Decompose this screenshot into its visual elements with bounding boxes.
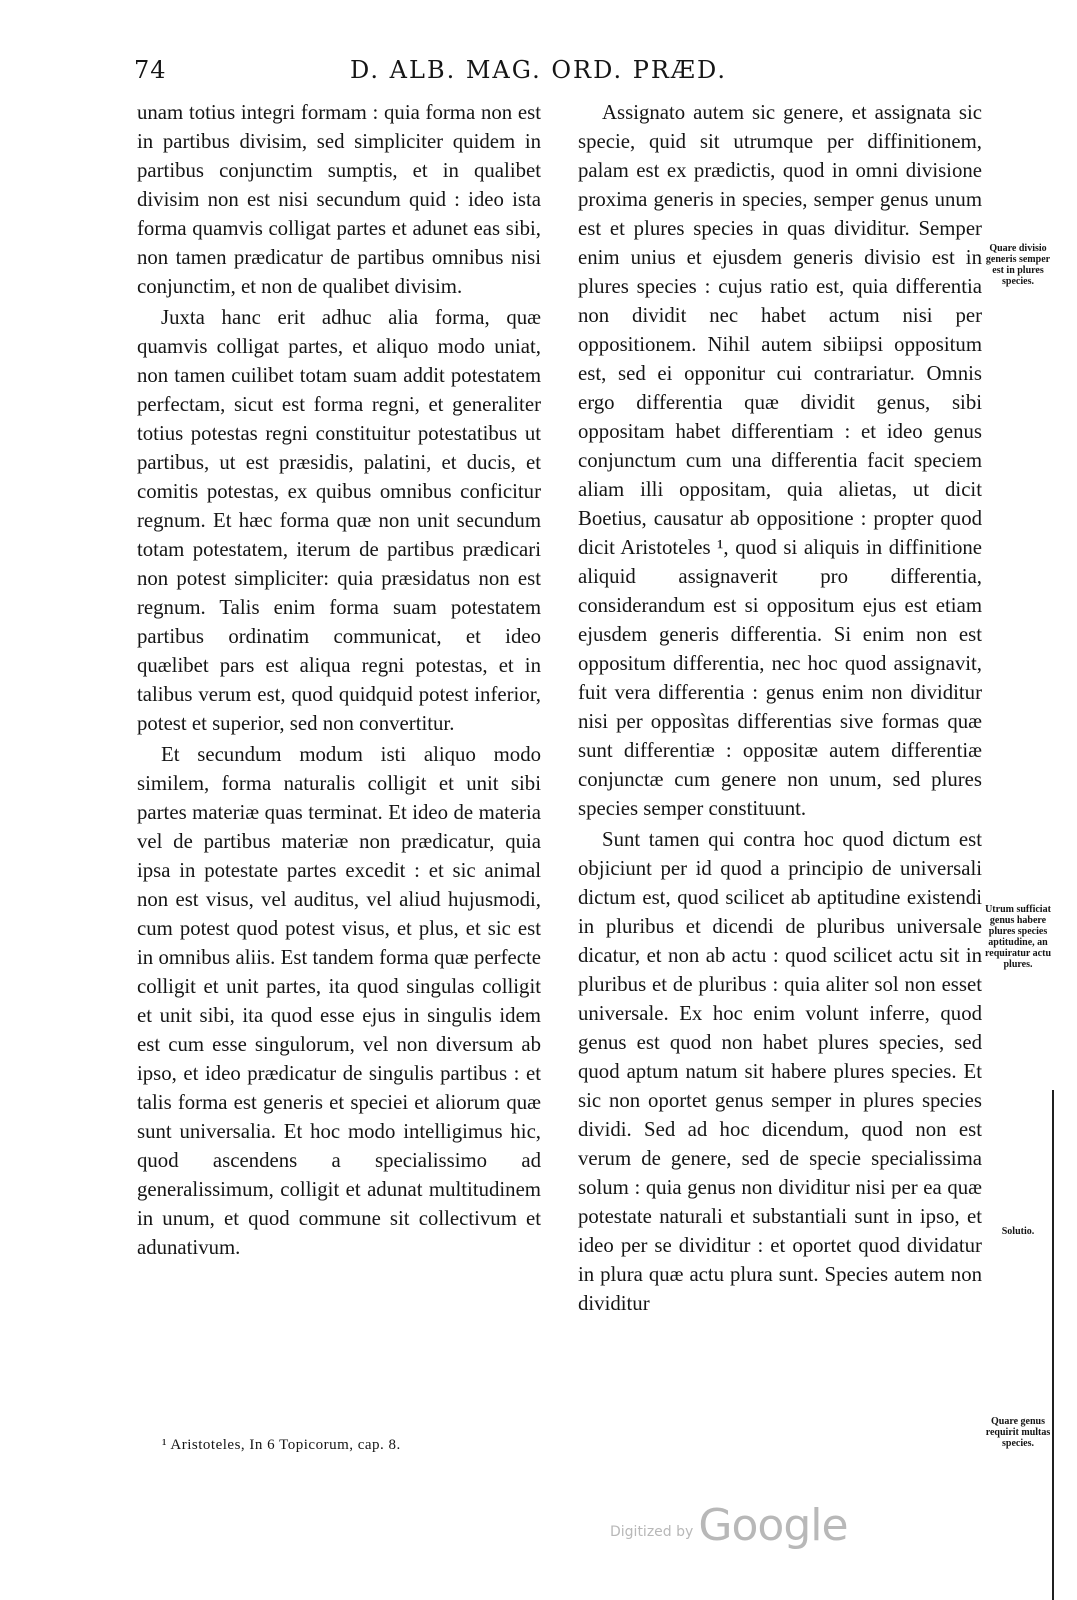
margin-note: Utrum sufficiat genus habere plures species aptitudine, an requiratur actu plures. — [985, 904, 1052, 970]
paragraph: Assignato autem sic genere, et assignata sic specie, quid sit utrumque per diffinitionem, palam est ex prædictis, quod in omni divisione proxima generis in species, semper genus unum est et plures species in quas dividitur. Semper enim unius et ejusdem generis divisio est in plures species : cujus ratio est, quia differentia non dividit nec habet actum nisi per oppositionem. Nihil autem sibiipsi oppositum est, sed ei opponitur cui contrariatur. Omnis ergo differentia quæ dividit genus, sibi oppositam habet differentiam : et ideo genus conjunctum cum una differentia facit speciem aliam illi oppositam, quia alietas, ut dicit Boetius, causatur ab oppositione : propter quod dicit Aristoteles ¹, quod si aliquis in diffinitione aliquid assignaverit pro differentia, considerandum est si oppositum ejus est etiam ejusdem generis differentia. Si enim non est oppositum differentia, nec hoc quod assignavit, fuit vera differentia : genus enim non dividitur nisi per opposìtas differentias sive formas quæ sunt differentiæ : oppositæ autem differentiæ conjunctæ cum genere non unum, sed plures species semper constituunt. — [578, 101, 982, 820]
paragraph: Juxta hanc erit adhuc alia forma, quæ quamvis colligat partes, et aliquo modo uniat, non tamen cuilibet totam suam addit potestatem perfectam, sicut est forma regni, et generaliter totius potestas regni constituitur potestatibus ut partibus, ut est præsidis, palatini, et ducis, et comitis potestas, ex quibus omnibus conficitur regnum. Et hæc forma quæ non unit secundum totam potestatem, iterum de partibus prædicari non potest simpliciter: quia præsidatus non est regnum. Talis enim forma suam potestatem partibus ordinatim communicat, et ideo quælibet pars est aliqua regni potestas, et in talibus verum est, quod quidquid potest inferior, potest et superior, sed non convertitur. — [137, 306, 541, 735]
margin-note: Quare divisio generis semper est in plures species. — [985, 243, 1051, 287]
margin-note: Quare genus requirit multas species. — [985, 1416, 1051, 1449]
left-column — [137, 98, 541, 1264]
page-edge-line — [1052, 1090, 1054, 1600]
footnote-rule — [137, 1430, 541, 1432]
paragraph: Sunt tamen qui contra hoc quod dictum est objiciunt per id quod a principio de universali dictum est, quod scilicet ab aptitudine existendi in pluribus et dicendi de pluribus universale dicatur, et non ab actu : quod scilicet actu sit in pluribus et de pluribus : quia aliter sol non esset universale. Ex hoc enim volunt inferre, quod genus est quod non habet plures species, sed quod aptum natum sit habere plures species. Et sic non oportet genus semper in plures species dividi. Sed ad hoc dicendum, quod non est verum de genere, sed de specie specialissima solum : quia genus non dividitur nisi per ea quæ potestate naturali et substantiali sunt in ipso, et ideo per se dividitur : et oportet quod dividatur in plura quæ actu plura sunt. Species autem non dividitur — [578, 828, 982, 1315]
digitized-watermark — [610, 1500, 848, 1551]
running-title: D. ALB. MAG. ORD. PRÆD. — [350, 56, 727, 84]
paragraph: unam totius integri formam : quia forma non est in partibus divisim, sed simpliciter quidem in partibus conjunctim sumptis, et in qualibet divisim non est nisi secundum quid : ideo ista forma quamvis colligat partes et adunet eas sibi, non tamen prædicatur de partibus omnibus nisi conjunctim, et non de qualibet divisim. — [137, 101, 541, 298]
margin-note: Solutio. — [1001, 1226, 1035, 1237]
watermark-prefix: Digitized by — [610, 1524, 694, 1540]
right-column — [578, 98, 982, 1320]
google-logo: Google — [698, 1500, 848, 1551]
page-number: 74 — [134, 56, 167, 84]
paragraph: Et secundum modum isti aliquo modo similem, forma naturalis colligit et unit sibi partes materiæ quas terminat. Et ideo de materia vel de partibus materiæ non prædicatur, quia ipsa in potestate partes excedit : et sic animal non est visus, vel auditus, vel aliud hujusmodi, cum potest quod potest visus, et plus, et sic est in omnibus aliis. Est tandem forma quæ perfecte colligit et unit partes, ita quod singulas colligit et unit sibi, ita quod esse ejus in singulis idem est cum esse singulorum, vel non diversum ab ipso, et ideo prædicatur de singulis partibus : et talis forma est generis et speciei et aliorum quæ sunt universalia. Et hoc modo intelligimus hic, quod ascendens a specialissimo ad generalissimum, colligit et adunat multitudinem in unum, et quod commune sit collectivum et adunativum. — [137, 743, 541, 1259]
footnote: ¹ Aristoteles, In 6 Topicorum, cap. 8. — [162, 1437, 401, 1453]
